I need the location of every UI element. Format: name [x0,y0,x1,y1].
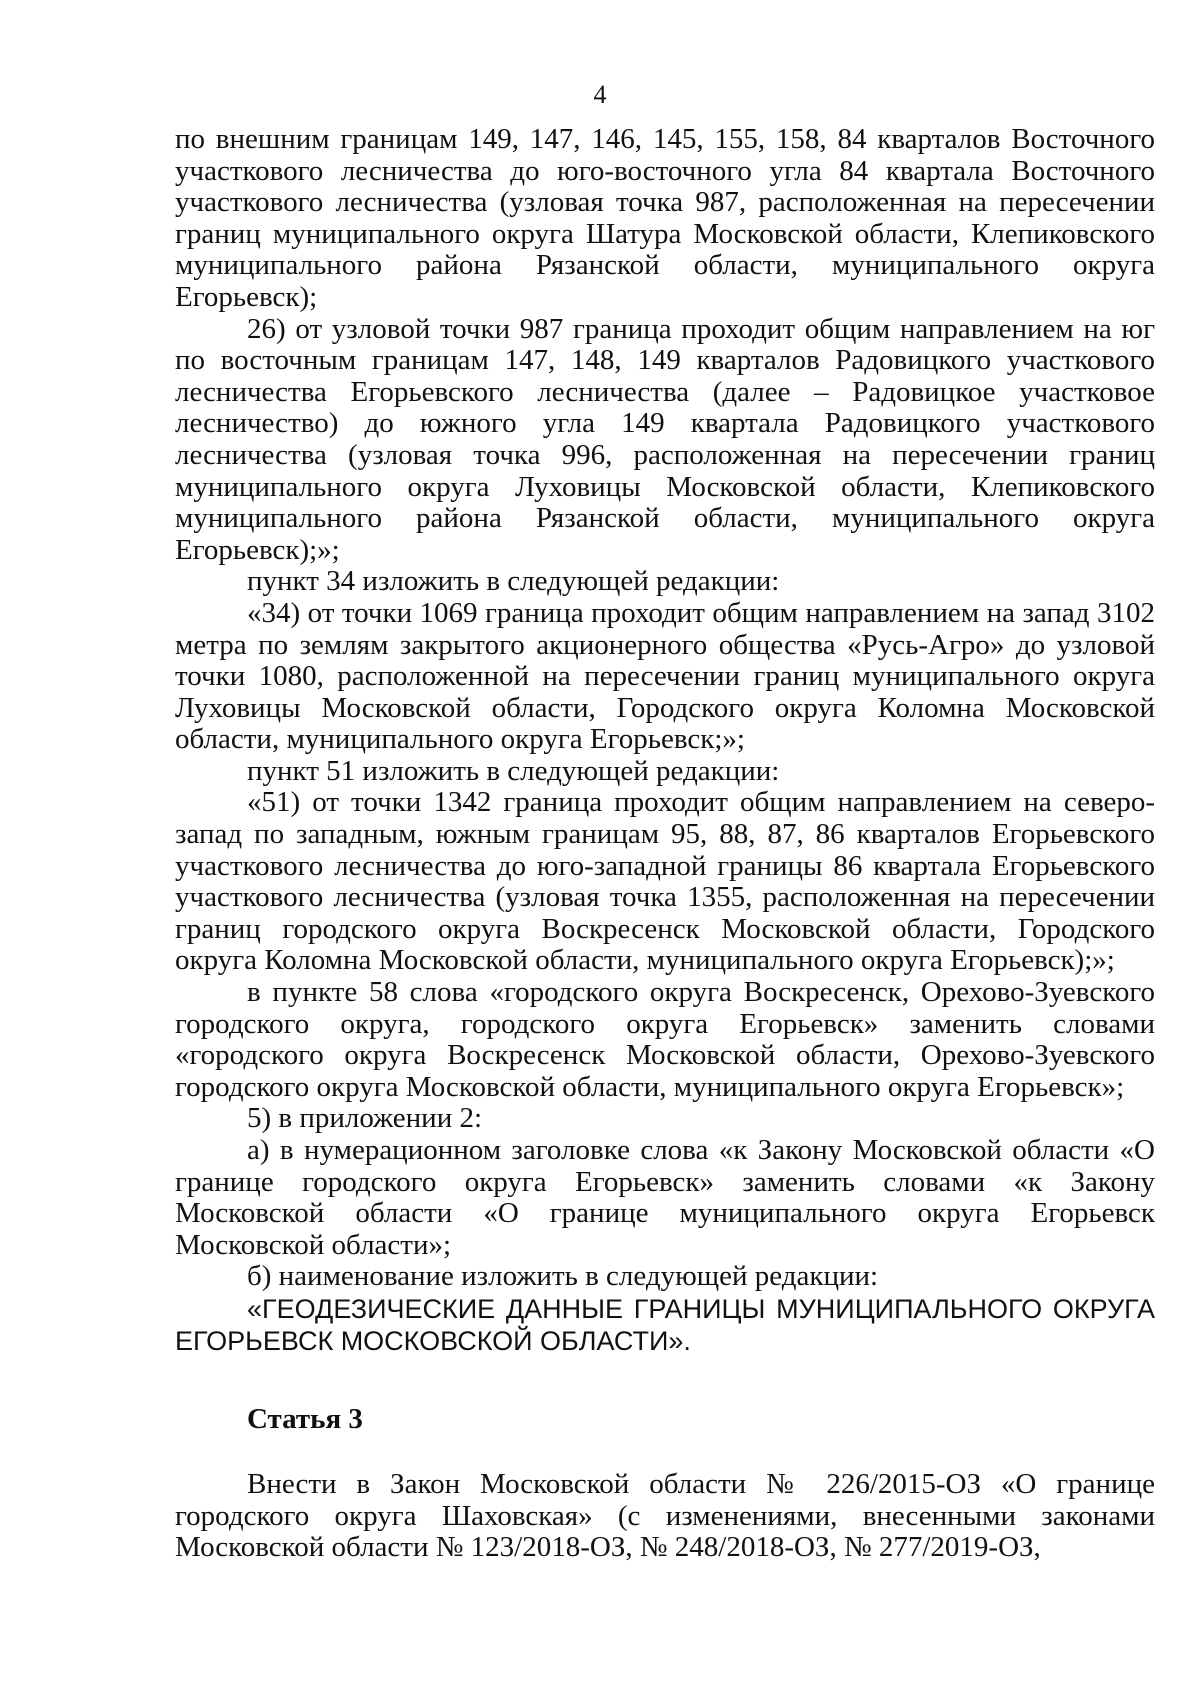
page-number: 4 [593,80,607,109]
paragraph-item-51: «51) от точки 1342 граница проходит общим направлением на северо-запад по западным, южным границам 95, 88, 87, 86 кварталов Егорьевского участкового лесничества до юго-западной границы 86 квартала Егорьевского участкового лесничества (узловая точка 1355, расположенная на пересечении границ городского округа Воскресенск Московской области, Городского округа Коломна Московской области, муниципального округа Егорьевск);»; [175,786,1155,977]
paragraph-instruction-34: пункт 34 изложить в следующей редакции: [247,565,780,598]
spacer [175,1357,1155,1403]
article-heading: Статья 3 [247,1402,363,1435]
paragraph-item-34: «34) от точки 1069 граница проходит общим направлением на запад 3102 метра по землям закрытого акционерного общества «Русь-Агро» до узловой точки 1080, расположенной на пересечении границ муниципального округа Луховицы Московской области, Городского округа Коломна Московской области, муниципального округа Егорьевск;»; [175,596,1155,756]
paragraph-appendix-2: 5) в приложении 2: [247,1102,483,1135]
paragraph: по внешним границам 149, 147, 146, 145, 155, 158, 84 кварталов Восточного участкового лесничества до юго-восточного угла 84 квартала Восточного участкового лесничества (узловая точка 987, расположенная на пересечении границ муниципального округа Шатура Московской области, Клепиковского муниципального района Рязанской области, муниципального округа Егорьевск); [175,123,1155,313]
document-body [175,124,1155,1564]
spacer [175,1435,1155,1469]
paragraph-subitem-a: а) в нумерационном заголовке слова «к Закону Московской области «О границе городского округа Егорьевск» заменить словами «к Закону Московской области «О границе муниципального округа Егорьевск Московской области»; [175,1134,1155,1261]
paragraph-instruction-51: пункт 51 изложить в следующей редакции: [247,754,780,787]
paragraph-subitem-b: б) наименование изложить в следующей редакции: [247,1260,879,1293]
paragraph-title-caps: «ГЕОДЕЗИЧЕСКИЕ ДАННЫЕ ГРАНИЦЫ МУНИЦИПАЛЬНОГО ОКРУГА ЕГОРЬЕВСК МОСКОВСКОЙ ОБЛАСТИ». [175,1293,1155,1356]
paragraph-item-58: в пункте 58 слова «городского округа Воскресенск, Орехово-Зуевского городского округа, городского округа Егорьевск» заменить словами «городского округа Воскресенск Московской области, Орехово-Зуевского городского округа Московской области, муниципального округа Егорьевск»; [175,976,1155,1103]
paragraph-article-3: Внести в Закон Московской области № 226/2015-ОЗ «О границе городского округа Шаховская» (с изменениями, внесенными законами Московской области № 123/2018-ОЗ, № 248/2018-ОЗ, № 277/2019-ОЗ, [175,1467,1155,1564]
paragraph-item-26: 26) от узловой точки 987 граница проходит общим направлением на юг по восточным границам 147, 148, 149 кварталов Радовицкого участкового лесничества Егорьевского лесничества (далее – Радовицкое участковое лесничество) до южного угла 149 квартала Радовицкого участкового лесничества (узловая точка 996, расположенная на пересечении границ муниципального округа Луховицы Московской области, Клепиковского муниципального района Рязанской области, муниципального округа Егорьевск);»; [175,312,1155,566]
